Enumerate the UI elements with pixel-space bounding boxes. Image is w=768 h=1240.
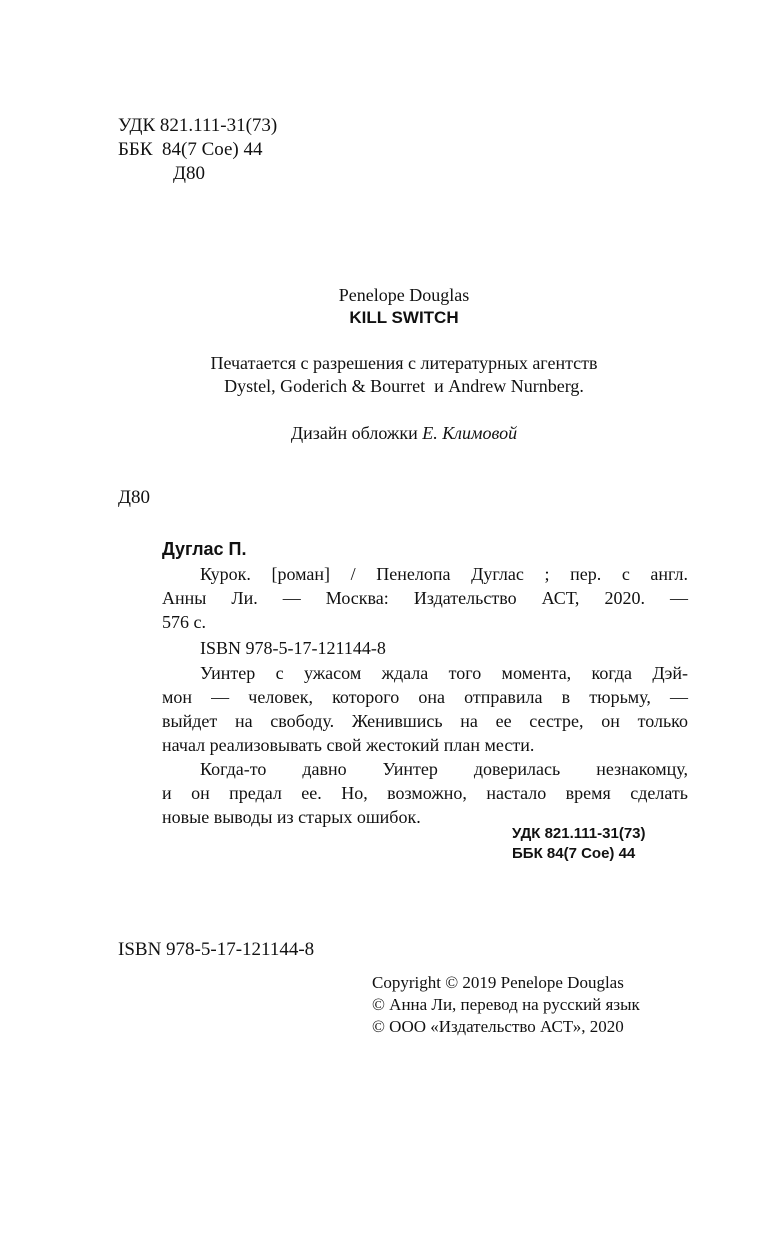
cover-design-label: Дизайн обложки <box>290 423 418 443</box>
author-sign-code: Д80 <box>173 163 205 184</box>
biblio-line-3: 576 с. <box>162 612 206 632</box>
original-author: Penelope Douglas <box>338 285 470 305</box>
annotation-line: Уинтер с ужасом ждала того момента, когда Дэй- <box>200 663 688 683</box>
biblio-line-2: Анны Ли. — Москва: Издательство АСТ, 2020. — <box>162 588 688 608</box>
isbn: ISBN 978-5-17-121144-8 <box>118 939 315 960</box>
copyright-line-1: Copyright © 2019 Penelope Douglas <box>372 973 624 992</box>
original-title: KILL SWITCH <box>349 308 459 327</box>
biblio-line-1: Курок. [роман] / Пенелопа Дуглас ; пер. с англ. <box>200 564 688 584</box>
annotation-line: мон — человек, которого она отправила в тюрьму, — <box>162 687 688 707</box>
card-bbk: ББК 84(7 Сое) 44 <box>512 845 636 862</box>
annotation-line: выйдет на свободу. Женившись на ее сестре, он только <box>162 711 688 731</box>
copyright-line-2: © Анна Ли, перевод на русский язык <box>372 995 640 1014</box>
card-isbn: ISBN 978-5-17-121144-8 <box>200 638 386 658</box>
annotation-line: Когда-то давно Уинтер доверилась незнакомцу, <box>200 759 688 779</box>
annotation-line: и он предал ее. Но, возможно, настало время сделать <box>162 783 688 803</box>
card-udk: УДК 821.111-31(73) <box>512 825 646 842</box>
permission-line-1: Печатается с разрешения с литературных агентств <box>210 353 598 373</box>
annotation-line: начал реализовывать свой жестокий план мести. <box>162 735 535 755</box>
permission-line-2: Dystel, Goderich & Bourret и Andrew Nurnberg. <box>224 376 584 396</box>
cover-designer-name: Е. Климовой <box>422 423 518 443</box>
card-code: Д80 <box>118 487 150 508</box>
bbk-code: ББК 84(7 Сое) 44 <box>118 139 263 160</box>
card-author-heading: Дуглас П. <box>162 539 247 559</box>
cover-design-credit <box>0 422 768 444</box>
udk-code: УДК 821.111-31(73) <box>118 115 278 136</box>
copyright-line-3: © ООО «Издательство АСТ», 2020 <box>372 1017 624 1036</box>
annotation-line: новые выводы из старых ошибок. <box>162 807 421 827</box>
